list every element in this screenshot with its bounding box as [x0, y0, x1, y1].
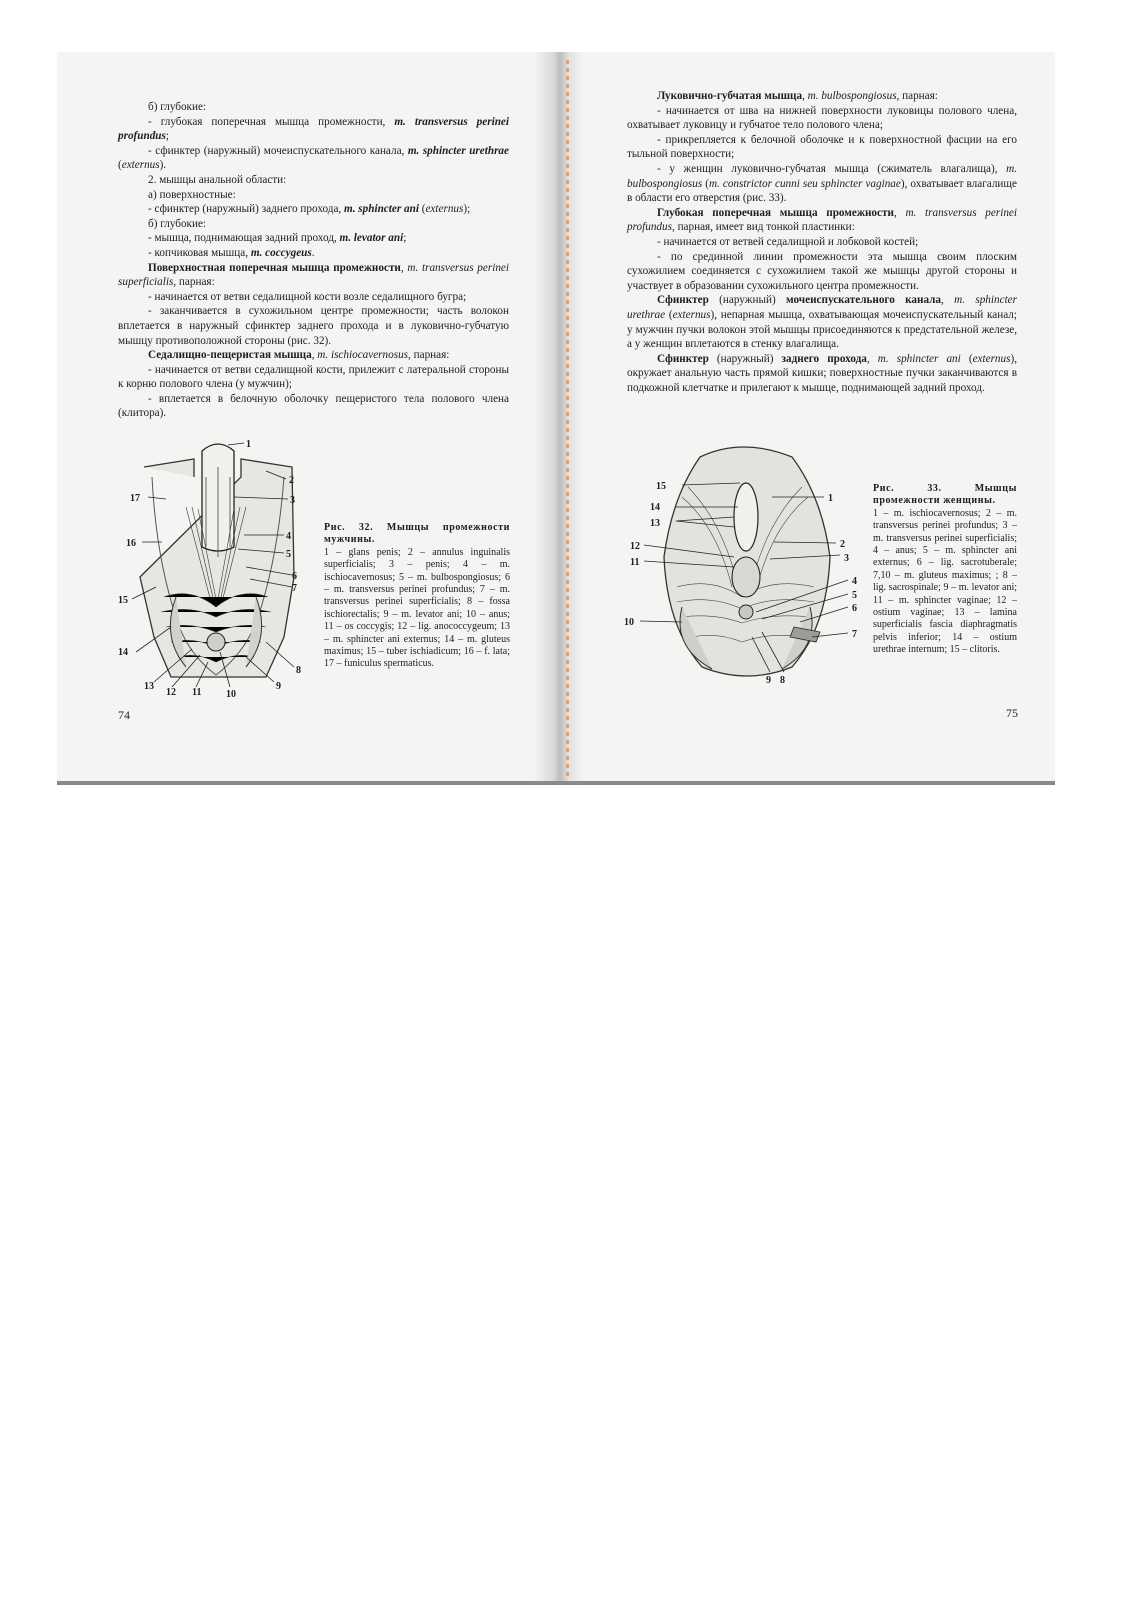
- figure-32-caption-title: Рис. 32. Мышцы промежности мужчины.: [324, 522, 510, 546]
- right-page-paragraph: Луковично-губчатая мышца, m. bulbospongiosus, парная:: [657, 90, 938, 102]
- fig32-label: 13: [144, 681, 154, 692]
- left-page-paragraph: - копчиковая мышца, m. coccygeus.: [148, 246, 315, 259]
- right-page-paragraph: Сфинктер (наружный) заднего прохода, m. sphincter ani (externus), окружает анальную часть прямой кишки; поверхностные пучки заканчиваются в подкожной клетчатке и прилегают к мышце, поднимающей задний проход.: [627, 352, 1018, 394]
- book-gutter: [534, 52, 584, 783]
- fig32-label: 12: [166, 687, 176, 698]
- left-page-paragraph: - вплетается в белочную оболочку пещеристого тела полового члена (клитора).: [118, 392, 509, 420]
- left-page-paragraph: - мышца, поднимающая задний проход, m. levator ani;: [148, 232, 407, 245]
- right-page-paragraph: Сфинктер (наружный) мочеиспускательного канала, m. sphincter urethrae (externus), непарная мышца, охватывающая мочеиспускательный канал; у мужчин пучки волокон этой мышцы присоединяются к предстательной железе, а у женщин вплетаются в стенку влагалища.: [627, 294, 1017, 351]
- fig32-label: 8: [296, 665, 301, 676]
- page-number-right: 75: [1006, 706, 1018, 720]
- fig33-label: 10: [624, 617, 634, 628]
- scan-bottom-edge: [57, 781, 1055, 785]
- fig32-label: 10: [226, 689, 236, 700]
- fig32-label: 2: [289, 475, 294, 486]
- fig33-label: 11: [630, 557, 640, 568]
- fig33-label: 12: [630, 541, 640, 552]
- left-page-paragraph: - заканчивается в сухожильном центре промежности; часть волокон вплетается в наружный сфинктер заднего прохода и в луковично-губчатую мышцу противоположной стороны (рис. 32).: [118, 305, 509, 347]
- fig32-label: 15: [118, 595, 128, 606]
- figure-33-caption-text: 1 – m. ischiocavernosus; 2 – m. transversus perinei profundus; 3 – m. transversus perinei superficialis; 4 – anus; 5 – m. sphincter ani externus; 6 – lig. sacrotuberale; 7,10 – m. gluteus maximus; ; 8 – lig. sacrospinale; 9 – m. levator ani; 11 – m. sphincter vaginae; 12 – ostium vaginae; 13 – lamina superficialis fascia diaphragmatis pelvis inferior; 14 – ostium urethrae internum; 15 – clitoris.: [873, 507, 1017, 656]
- right-page-paragraph: Глубокая поперечная мышца промежности, m. transversus perinei profundus, парная, имеет вид тонкой пластинки:: [627, 206, 1017, 234]
- fig32-label: 9: [276, 681, 281, 692]
- figure-32-caption-text: 1 – glans penis; 2 – annulus inguinalis superficialis; 3 – penis; 4 – m. ischiocavernosus; 5 – m. bulbospongiosus; 6 – m. transversus perinei profundus; 7 – m. transversus perinei superficialis; 8 – fossa ischiorectalis; 9 – m. levator ani; 10 – anus; 11 – os coccygis; 12 – lig. anococcygeum; 13 – m. sphincter ani externus; 14 – m. gluteus maximus; 15 – tuber ischiadicum; 16 – f. lata; 17 – funiculus spermaticus.: [324, 546, 510, 670]
- figure-33-illustration: [622, 437, 867, 687]
- figure-33-caption-title: Рис. 33. Мышцы промежности женщины.: [873, 483, 1017, 507]
- left-page-paragraph: - сфинктер (наружный) заднего прохода, m. sphincter ani (externus);: [148, 203, 471, 216]
- figure-32-caption: [324, 522, 510, 671]
- fig32-label: 16: [126, 538, 136, 549]
- fig33-label: 1: [828, 493, 833, 504]
- fig32-label: 14: [118, 647, 128, 658]
- left-page-paragraph: б) глубокие:: [148, 217, 207, 230]
- right-page-paragraph: - начинается от шва на нижней поверхности луковицы полового члена, охватывает луковицу и губчатое тело полового члена;: [627, 104, 1017, 132]
- left-page-paragraph: - начинается от ветви седалищной кости возле седалищного бугра;: [148, 290, 467, 303]
- fig32-label: 3: [290, 495, 295, 506]
- left-page-paragraph: - сфинктер (наружный) мочеиспускательного канала, m. sphincter urethrae (externus).: [118, 144, 509, 172]
- fig33-label: 3: [844, 553, 849, 564]
- right-page-paragraph: - у женщин луковично-губчатая мышца (сжиматель влагалища), m. bulbospongiosus (m. constrictor cunni seu sphincter vaginae), охватывает влагалище в области его отверстия (рис. 33).: [627, 162, 1018, 205]
- left-page-paragraph: Седалищно-пещеристая мышца, m. ischiocavernosus, парная:: [148, 349, 450, 362]
- fig32-label: 1: [246, 439, 251, 450]
- fig33-label: 8: [780, 675, 785, 686]
- fig32-label: 11: [192, 687, 202, 698]
- left-page-paragraph: а) поверхностные:: [148, 188, 236, 201]
- left-page-paragraph: 2. мышцы анальной области:: [148, 173, 287, 186]
- right-page-text: [627, 89, 1017, 395]
- right-page-paragraph: - начинается от ветвей седалищной и лобковой костей;: [657, 235, 919, 248]
- fig33-label: 7: [852, 629, 857, 640]
- left-page-paragraph: - глубокая поперечная мышца промежности, m. transversus perinei profundus;: [118, 115, 509, 143]
- left-page-paragraph: - начинается от ветви седалищной кости, прилежит с латеральной стороны к корню полового члена (у мужчин);: [118, 363, 509, 391]
- fig32-label: 4: [286, 531, 291, 542]
- fig33-label: 4: [852, 576, 857, 587]
- fig32-label: 17: [130, 493, 140, 504]
- left-page-paragraph: Поверхностная поперечная мышца промежности, m. transversus perinei superficialis, парная:: [118, 261, 509, 289]
- page-number-left: 74: [118, 708, 130, 722]
- fig33-label: 14: [650, 502, 660, 513]
- fig33-label: 6: [852, 603, 857, 614]
- fig32-label: 5: [286, 549, 291, 560]
- left-page-paragraph: б) глубокие:: [148, 101, 207, 113]
- fig33-label: 9: [766, 675, 771, 686]
- fig33-label: 5: [852, 590, 857, 601]
- binding-stitch: [566, 60, 569, 778]
- fig32-label: 6: [292, 571, 297, 582]
- fig32-label: 7: [292, 583, 297, 594]
- right-page-paragraph: - прикрепляется к белочной оболочке и к поверхностной фасции на его тыльной поверхности;: [627, 133, 1017, 161]
- figure-32-illustration: [116, 437, 316, 702]
- fig33-label: 13: [650, 518, 660, 529]
- right-page-paragraph: - по срединной линии промежности эта мышца своим плоским сухожилием соединяется с сухожилием такой же мышцы другой стороны и участвует в образовании сухожильного центра промежности.: [627, 250, 1017, 292]
- left-page-text: [118, 100, 509, 421]
- fig33-label: 15: [656, 481, 666, 492]
- fig33-label: 2: [840, 539, 845, 550]
- figure-33-caption: [873, 483, 1017, 657]
